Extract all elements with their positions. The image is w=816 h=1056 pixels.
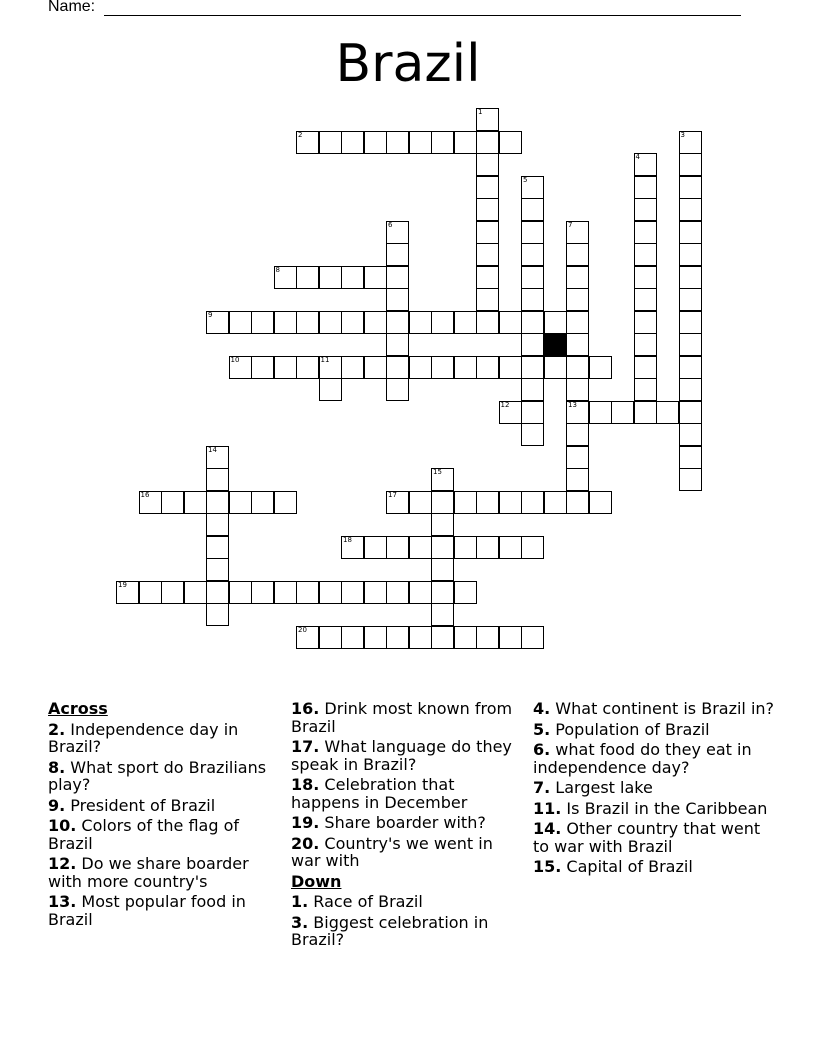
grid-cell[interactable] [274,491,297,514]
grid-cell[interactable] [431,603,454,626]
grid-cell[interactable] [476,266,499,289]
grid-cell[interactable] [499,356,522,379]
grid-cell[interactable] [274,266,297,289]
grid-cell[interactable] [386,333,409,356]
grid-cell[interactable] [521,401,544,424]
grid-cell[interactable] [386,288,409,311]
grid-cell[interactable] [476,198,499,221]
grid-cell[interactable] [566,446,589,469]
grid-cell[interactable] [521,423,544,446]
grid-cell[interactable] [206,513,229,536]
clue-item-text: Independence day in Brazil? [48,719,239,756]
grid-cell[interactable] [161,491,184,514]
grid-cell[interactable] [364,131,387,154]
grid-cell[interactable] [634,266,657,289]
clues-column-2 [291,700,521,952]
clue-item-number: 10. [48,816,77,835]
grid-cell[interactable] [544,491,567,514]
clues-column-3 [533,700,778,879]
clue-item-number: 1. [291,892,309,911]
grid-cell[interactable] [476,311,499,334]
grid-cell[interactable] [431,558,454,581]
grid-cell[interactable] [544,311,567,334]
grid-cell[interactable] [679,131,702,154]
grid-cell[interactable] [274,311,297,334]
grid-cell[interactable] [521,311,544,334]
clue-item-text: What sport do Brazilians play? [48,757,267,794]
grid-cell[interactable] [566,356,589,379]
clue-item-text: Population of Brazil [550,719,710,739]
grid-cell[interactable] [476,626,499,649]
clue-number: 17 [388,490,397,499]
clue-item-number: 12. [48,854,77,873]
grid-cell[interactable] [476,153,499,176]
grid-cell[interactable] [454,491,477,514]
clue-item-text: what food do they eat in independence day? [533,740,752,777]
grid-cell[interactable] [634,288,657,311]
grid-cell[interactable] [319,311,342,334]
grid-cell[interactable] [566,423,589,446]
clue-item-number: 14. [533,819,562,838]
grid-cell[interactable] [431,311,454,334]
grid-cell[interactable] [296,581,319,604]
grid-cell[interactable] [566,311,589,334]
clue-number: 4 [635,153,640,161]
clue-item-number: 4. [533,699,551,718]
grid-cell[interactable] [499,626,522,649]
clue-item [291,700,521,735]
grid-cell[interactable] [409,581,432,604]
clue-item-text: Is Brazil in the Caribbean [561,798,768,818]
grid-cell[interactable] [206,603,229,626]
grid-cell[interactable] [386,243,409,266]
grid-cell[interactable] [476,536,499,559]
grid-cell[interactable] [566,401,589,424]
clue-item-text: Celebration that happens in December [291,775,468,812]
clue-item-number: 8. [48,757,66,777]
grid-cell[interactable] [634,198,657,221]
grid-cell[interactable] [521,288,544,311]
grid-cell[interactable] [229,356,252,379]
clue-item [291,893,521,911]
grid-cell[interactable] [296,266,319,289]
grid-cell[interactable] [139,491,162,514]
grid-block-cell [544,333,567,356]
grid-cell[interactable] [251,581,274,604]
clue-item [291,814,521,832]
clue-item [291,776,521,811]
grid-cell[interactable] [386,581,409,604]
grid-cell[interactable] [476,491,499,514]
grid-cell[interactable] [589,356,612,379]
grid-cell[interactable] [319,131,342,154]
clue-item [291,738,521,773]
grid-cell[interactable] [206,536,229,559]
grid-cell[interactable] [341,536,364,559]
grid-cell[interactable] [454,581,477,604]
clue-number: 12 [500,400,510,409]
clue-item [48,797,278,815]
grid-cell[interactable] [364,626,387,649]
grid-cell[interactable] [521,378,544,401]
grid-cell[interactable] [566,333,589,356]
clue-item-number: 11. [533,798,562,818]
grid-cell[interactable] [341,581,364,604]
clue-number: 20 [298,625,307,634]
clue-item-text: Biggest celebration in Brazil? [291,912,489,949]
grid-cell[interactable] [386,131,409,154]
grid-cell[interactable] [386,626,409,649]
grid-cell[interactable] [341,131,364,154]
clue-number: 18 [343,535,352,544]
grid-cell[interactable] [386,378,409,401]
grid-cell[interactable] [679,153,702,176]
clue-number: 9 [208,310,213,319]
clue-item-number: 5. [533,719,551,739]
grid-cell[interactable] [634,153,657,176]
grid-cell[interactable] [229,311,252,334]
grid-cell[interactable] [499,491,522,514]
grid-cell[interactable] [431,468,454,491]
grid-cell[interactable] [679,311,702,334]
grid-cell[interactable] [634,401,657,424]
grid-cell[interactable] [566,288,589,311]
grid-cell[interactable] [296,626,319,649]
grid-cell[interactable] [521,536,544,559]
clue-item-text: Other country that went to war with Brazil [533,819,761,856]
clues-column-1 [48,700,278,931]
clue-number: 6 [388,220,393,229]
clue-number: 2 [298,130,303,139]
grid-cell[interactable] [454,626,477,649]
grid-cell[interactable] [454,356,477,379]
grid-cell[interactable] [476,131,499,154]
grid-cell[interactable] [251,311,274,334]
grid-cell[interactable] [431,491,454,514]
grid-cell[interactable] [566,491,589,514]
clue-item [533,820,778,855]
page-title: Brazil [335,34,481,94]
clue-item-number: 16. [291,699,320,718]
grid-cell[interactable] [364,536,387,559]
clue-item-number: 7. [533,778,551,797]
clue-item-text: Race of Brazil [308,892,423,911]
grid-cell[interactable] [521,356,544,379]
clue-item [48,855,278,890]
grid-cell[interactable] [454,536,477,559]
grid-cell[interactable] [161,581,184,604]
clue-number: 8 [275,265,280,274]
clue-item-text: Country's we went in war with [291,833,493,870]
clue-item [291,835,521,870]
clue-item [533,721,778,739]
grid-cell[interactable] [296,311,319,334]
clue-number: 15 [433,468,442,476]
grid-cell[interactable] [611,401,634,424]
grid-cell[interactable] [364,266,387,289]
grid-cell[interactable] [431,513,454,536]
grid-cell[interactable] [679,446,702,469]
grid-cell[interactable] [229,491,252,514]
grid-cell[interactable] [589,401,612,424]
grid-cell[interactable] [319,266,342,289]
name-label: Name: [48,0,96,15]
grid-cell[interactable] [634,311,657,334]
grid-cell[interactable] [409,536,432,559]
grid-cell[interactable] [679,333,702,356]
grid-cell[interactable] [566,243,589,266]
clue-item-number: 17. [291,737,320,756]
clue-number: 19 [118,580,127,589]
grid-cell[interactable] [386,221,409,244]
clue-item-text: Share boarder with? [319,813,486,832]
grid-cell[interactable] [634,176,657,199]
clue-number: 10 [230,355,240,364]
grid-cell[interactable] [296,131,319,154]
grid-cell[interactable] [521,626,544,649]
grid-cell[interactable] [251,356,274,379]
grid-cell[interactable] [679,266,702,289]
clue-item-number: 20. [291,833,320,853]
grid-cell[interactable] [409,131,432,154]
grid-cell[interactable] [521,198,544,221]
clue-number: 14 [208,445,217,454]
clue-item [48,721,278,756]
grid-cell[interactable] [521,176,544,199]
grid-cell[interactable] [476,108,499,131]
grid-cell[interactable] [296,356,319,379]
grid-cell[interactable] [679,288,702,311]
clue-item-number: 15. [533,857,562,876]
grid-cell[interactable] [184,581,207,604]
clue-number: 1 [478,108,483,116]
grid-cell[interactable] [409,311,432,334]
grid-cell[interactable] [634,243,657,266]
grid-cell[interactable] [499,536,522,559]
grid-cell[interactable] [521,333,544,356]
grid-cell[interactable] [634,221,657,244]
grid-cell[interactable] [341,311,364,334]
grid-cell[interactable] [679,176,702,199]
grid-cell[interactable] [386,536,409,559]
grid-cell[interactable] [679,401,702,424]
clue-item [48,817,278,852]
grid-cell[interactable] [679,221,702,244]
grid-cell[interactable] [566,468,589,491]
grid-cell[interactable] [341,626,364,649]
clue-item-number: 18. [291,775,320,794]
grid-cell[interactable] [274,581,297,604]
clue-item-number: 9. [48,795,66,815]
grid-cell[interactable] [499,311,522,334]
grid-cell[interactable] [206,491,229,514]
clue-item-number: 3. [291,912,309,932]
grid-cell[interactable] [544,356,567,379]
grid-cell[interactable] [566,378,589,401]
clue-item-number: 13. [48,892,77,911]
grid-cell[interactable] [364,311,387,334]
grid-cell[interactable] [634,378,657,401]
clue-item-text: What continent is Brazil in? [550,699,775,718]
clue-item-text: President of Brazil [65,795,216,815]
grid-cell[interactable] [454,311,477,334]
clue-item-text: Capital of Brazil [561,857,693,876]
clue-item-number: 19. [291,813,320,832]
grid-cell[interactable] [521,491,544,514]
grid-cell[interactable] [206,446,229,469]
grid-cell[interactable] [499,131,522,154]
grid-cell[interactable] [679,378,702,401]
grid-cell[interactable] [566,221,589,244]
grid-cell[interactable] [386,491,409,514]
across-heading: Across [48,699,108,718]
grid-cell[interactable] [386,266,409,289]
clue-item-text: Most popular food in Brazil [48,892,246,929]
grid-cell[interactable] [679,198,702,221]
grid-cell[interactable] [454,131,477,154]
grid-cell[interactable] [679,243,702,266]
clue-number: 13 [568,400,577,409]
clue-item-text: Drink most known from Brazil [291,699,513,736]
clue-item [533,858,778,876]
grid-cell[interactable] [589,491,612,514]
grid-cell[interactable] [206,468,229,491]
grid-cell[interactable] [521,266,544,289]
grid-cell[interactable] [319,356,342,379]
clue-item [48,893,278,928]
clue-number: 7 [568,220,573,229]
grid-cell[interactable] [499,401,522,424]
grid-cell[interactable] [476,243,499,266]
clue-number: 16 [140,490,150,499]
clue-number: 11 [320,355,330,364]
clue-item-text: Largest lake [550,778,653,797]
grid-cell[interactable] [184,491,207,514]
grid-cell[interactable] [386,311,409,334]
grid-cell[interactable] [364,356,387,379]
down-heading: Down [291,871,342,891]
grid-cell[interactable] [319,581,342,604]
clue-number: 5 [523,175,528,184]
grid-cell[interactable] [341,266,364,289]
grid-cell[interactable] [274,356,297,379]
grid-cell[interactable] [679,423,702,446]
clue-item [533,741,778,776]
grid-cell[interactable] [431,356,454,379]
grid-cell[interactable] [409,356,432,379]
grid-cell[interactable] [364,581,387,604]
clue-item [533,779,778,797]
clue-item-number: 2. [48,719,66,739]
grid-cell[interactable] [251,491,274,514]
grid-cell[interactable] [229,581,252,604]
clue-item-text: What language do they speak in Brazil? [291,737,512,774]
grid-cell[interactable] [431,536,454,559]
grid-cell[interactable] [431,131,454,154]
grid-cell[interactable] [521,221,544,244]
grid-cell[interactable] [319,626,342,649]
grid-cell[interactable] [476,176,499,199]
grid-cell[interactable] [679,468,702,491]
grid-cell[interactable] [679,356,702,379]
clue-item [533,700,778,718]
clue-item [291,914,521,949]
grid-cell[interactable] [521,243,544,266]
grid-cell[interactable] [206,311,229,334]
grid-cell[interactable] [386,356,409,379]
grid-cell[interactable] [431,581,454,604]
grid-cell[interactable] [634,356,657,379]
clue-item-text: Colors of the flag of Brazil [48,816,240,853]
grid-cell[interactable] [476,288,499,311]
grid-cell[interactable] [634,333,657,356]
grid-cell[interactable] [206,558,229,581]
clue-number: 3 [680,130,685,139]
grid-cell[interactable] [319,378,342,401]
clue-item [533,800,778,818]
grid-cell[interactable] [409,626,432,649]
grid-cell[interactable] [409,491,432,514]
grid-cell[interactable] [139,581,162,604]
grid-cell[interactable] [566,266,589,289]
grid-cell[interactable] [341,356,364,379]
grid-cell[interactable] [476,356,499,379]
grid-cell[interactable] [476,221,499,244]
grid-cell[interactable] [206,581,229,604]
clue-item [48,759,278,794]
clue-item-number: 6. [533,740,551,759]
grid-cell[interactable] [116,581,139,604]
clue-item-text: Do we share boarder with more country's [48,854,249,891]
grid-cell[interactable] [656,401,679,424]
grid-cell[interactable] [431,626,454,649]
